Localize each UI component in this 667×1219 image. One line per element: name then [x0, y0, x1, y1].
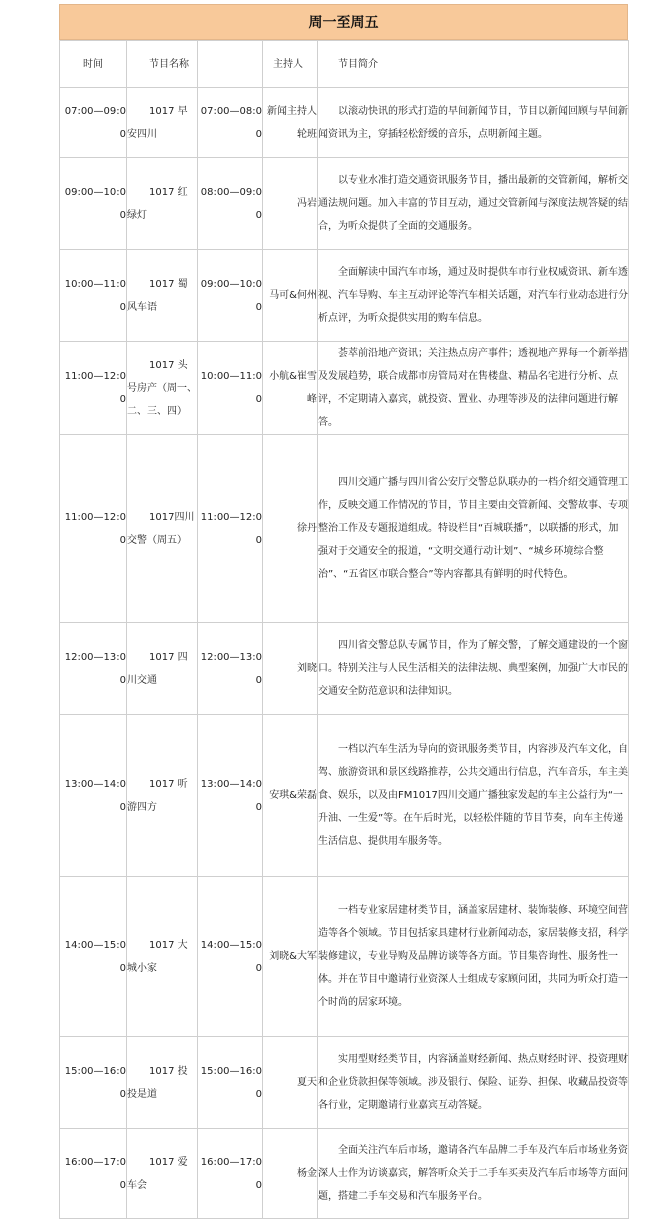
- header-program: 节目名称: [127, 41, 198, 88]
- table-row: [60, 342, 629, 435]
- time-cell: 12:00—13:00: [60, 623, 127, 715]
- time-cell: 11:00—12:00: [60, 435, 127, 623]
- time-cell: 13:00—14:00: [60, 715, 127, 877]
- time-cell: 10:00—11:00: [60, 250, 127, 342]
- header-desc: 节目简介: [318, 41, 629, 88]
- host-cell: 马可&何州: [263, 250, 318, 342]
- header-blank: [198, 41, 263, 88]
- host-time-cell: 16:00—17:00: [198, 1129, 263, 1219]
- description-cell: 一档专业家居建材类节目，涵盖家居建材、装饰装修、环境空间营造等各个领域。节目包括家具建材行业新闻动态，家居装修支招，科学装修建议，专业导购及品牌访谈等各方面。节目集咨询性、服务性一体。并在节目中邀请行业资深人士组成专家顾问团，共同为听众打造一个时尚的居家环境。: [318, 877, 629, 1037]
- program-name-cell: 1017四川交警（周五）: [127, 435, 198, 623]
- time-cell: 16:00—17:00: [60, 1129, 127, 1219]
- host-cell: 徐丹: [263, 435, 318, 623]
- program-name-cell: 1017 四川交通: [127, 623, 198, 715]
- host-time-cell: 15:00—16:00: [198, 1037, 263, 1129]
- description-cell: 荟萃前沿地产资讯；关注热点房产事件；透视地产界每一个新举措及发展趋势，联合成都市房管局对在售楼盘、精品名宅进行分析、点评，不定期请入嘉宾，就投资、置业、办理等涉及的法律问题进行解答。: [318, 342, 629, 435]
- time-cell: 09:00—10:00: [60, 158, 127, 250]
- host-cell: 新闻主持人轮班: [263, 88, 318, 158]
- table-row: [60, 1129, 629, 1219]
- description-cell: 实用型财经类节目，内容涵盖财经新闻、热点财经时评、投资理财和企业贷款担保等领域。涉及银行、保险、证券、担保、收藏品投资等各行业，定期邀请行业嘉宾互动答疑。: [318, 1037, 629, 1129]
- time-cell: 15:00—16:00: [60, 1037, 127, 1129]
- host-cell: 小航&崔雪峰: [263, 342, 318, 435]
- table-row: [60, 435, 629, 623]
- time-cell: 07:00—09:00: [60, 88, 127, 158]
- table-row: [60, 1037, 629, 1129]
- program-name-cell: 1017 红绿灯: [127, 158, 198, 250]
- table-row: [60, 715, 629, 877]
- description-cell: 全面解读中国汽车市场，通过及时提供车市行业权威资讯、新车透视、汽车导购、车主互动评论等汽车相关话题，对汽车行业动态进行分析点评，为听众提供实用的购车信息。: [318, 250, 629, 342]
- program-name-cell: 1017 爱车会: [127, 1129, 198, 1219]
- time-cell: 14:00—15:00: [60, 877, 127, 1037]
- schedule-title: 周一至周五: [59, 4, 628, 40]
- host-cell: 夏天: [263, 1037, 318, 1129]
- host-time-cell: 10:00—11:00: [198, 342, 263, 435]
- schedule-table: [59, 40, 629, 1219]
- header-host: 主持人: [263, 41, 318, 88]
- host-cell: 杨金: [263, 1129, 318, 1219]
- host-cell: 冯岩: [263, 158, 318, 250]
- program-name-cell: 1017 大城小家: [127, 877, 198, 1037]
- description-cell: 一档以汽车生活为导向的资讯服务类节目，内容涉及汽车文化，自驾、旅游资讯和景区线路推荐，公共交通出行信息，汽车音乐，车主美食、娱乐，以及由FM1017四川交通广播独家发起的车主公益行为“一升油、一生爱”等。在午后时光，以轻松伴随的节目节奏，向车主传递生活信息、提供用车服务等。: [318, 715, 629, 877]
- program-name-cell: 1017 早安四川: [127, 88, 198, 158]
- table-row: [60, 88, 629, 158]
- description-cell: 全面关注汽车后市场，邀请各汽车品牌二手车及汽车后市场业务资深人士作为访谈嘉宾，解答听众关于二手车买卖及汽车后市场等方面问题，搭建二手车交易和汽车服务平台。: [318, 1129, 629, 1219]
- host-time-cell: 12:00—13:00: [198, 623, 263, 715]
- host-time-cell: 08:00—09:00: [198, 158, 263, 250]
- program-name-cell: 1017 蜀风车语: [127, 250, 198, 342]
- description-cell: 以滚动快讯的形式打造的早间新闻节目，节目以新闻回顾与早间新闻资讯为主，穿插轻松舒缓的音乐，点明新闻主题。: [318, 88, 629, 158]
- time-cell: 11:00—12:00: [60, 342, 127, 435]
- table-row: [60, 158, 629, 250]
- header-time: 时间: [60, 41, 127, 88]
- program-name-cell: 1017 听游四方: [127, 715, 198, 877]
- host-cell: 刘晓: [263, 623, 318, 715]
- description-cell: 四川省交警总队专属节目，作为了解交警，了解交通建设的一个窗口。特别关注与人民生活相关的法律法规、典型案例，加强广大市民的交通安全防范意识和法律知识。: [318, 623, 629, 715]
- table-row: [60, 623, 629, 715]
- host-time-cell: 14:00—15:00: [198, 877, 263, 1037]
- program-name-cell: 1017 投投是道: [127, 1037, 198, 1129]
- host-time-cell: 13:00—14:00: [198, 715, 263, 877]
- host-time-cell: 07:00—08:00: [198, 88, 263, 158]
- table-row: [60, 877, 629, 1037]
- host-time-cell: 09:00—10:00: [198, 250, 263, 342]
- program-name-cell: 1017 头号房产（周一、二、三、四）: [127, 342, 198, 435]
- host-time-cell: 11:00—12:00: [198, 435, 263, 623]
- table-header-row: [60, 41, 629, 88]
- host-cell: 刘晓&大军: [263, 877, 318, 1037]
- schedule-sheet: [59, 4, 628, 1219]
- host-cell: 安琪&荣磊: [263, 715, 318, 877]
- table-row: [60, 250, 629, 342]
- description-cell: 以专业水准打造交通资讯服务节目，播出最新的交管新闻，解析交通法规问题。加入丰富的节目互动，通过交管新闻与深度法规答疑的结合，为听众提供了全面的交通服务。: [318, 158, 629, 250]
- description-cell: 四川交通广播与四川省公安厅交警总队联办的一档介绍交通管理工作，反映交通工作情况的节目，节目主要由交管新闻、交警故事、专项整治工作及专题报道组成。特设栏目“百城联播”，以联播的形式，加强对于交通安全的报道，“文明交通行动计划”、“城乡环境综合整治”、“五省区市联合整合”等内容都具有鲜明的时代特色。: [318, 435, 629, 623]
